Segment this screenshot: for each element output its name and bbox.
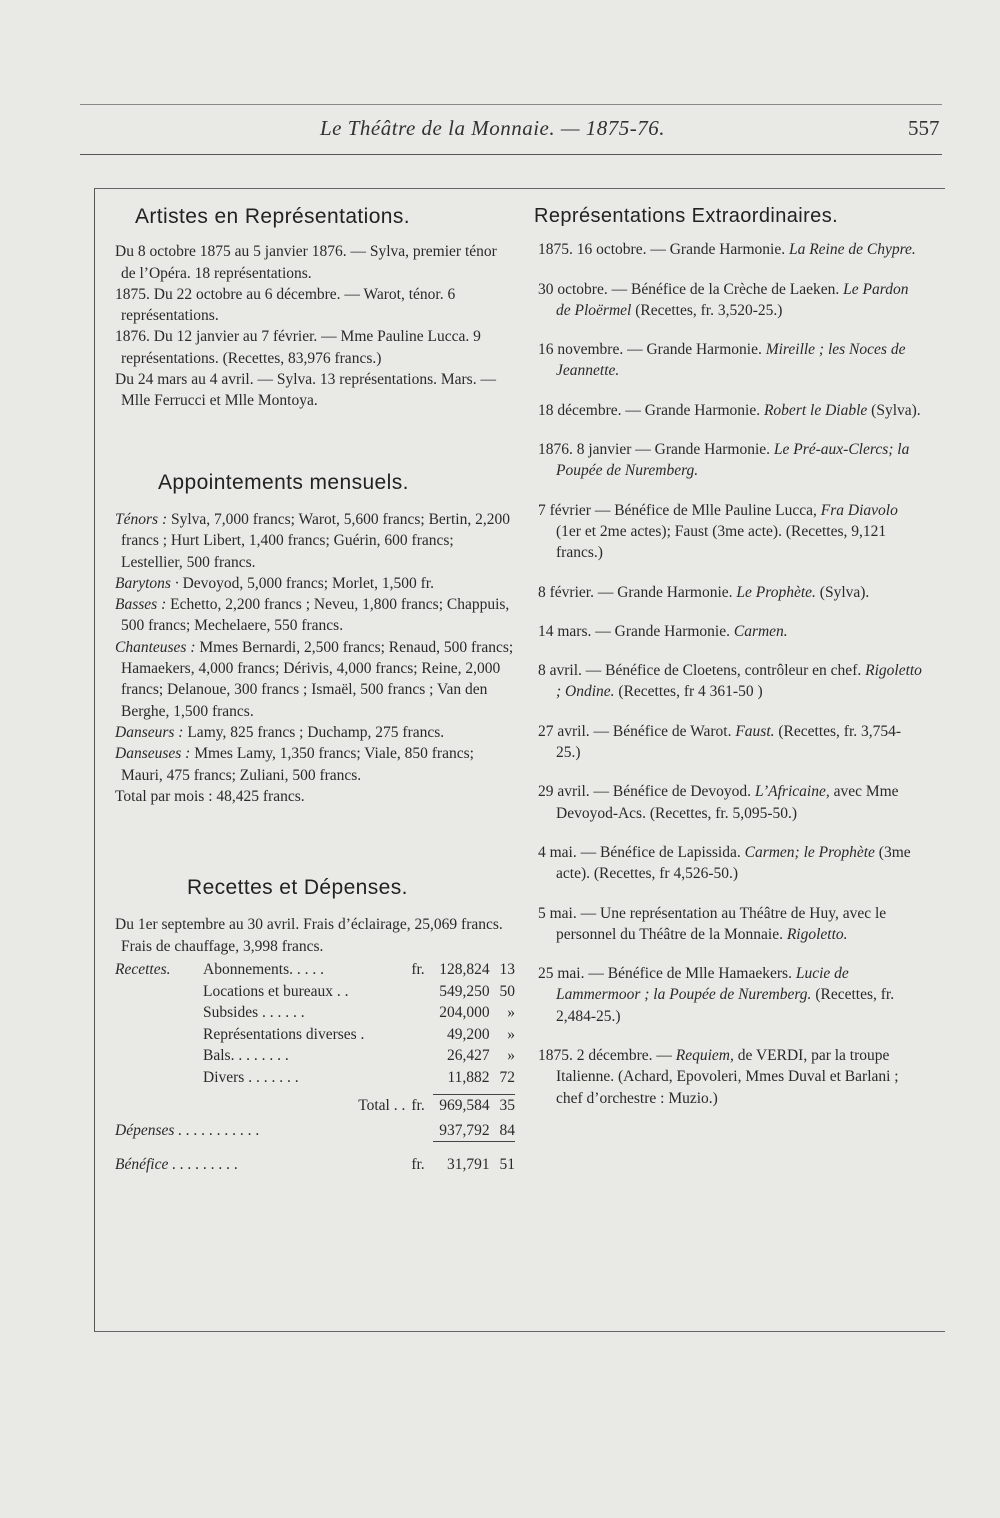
entry-tail: (Sylva). <box>867 401 921 419</box>
depenses-label: Dépenses . . . . . . . . . . . <box>115 1122 260 1140</box>
artistes-para: Du 8 octobre 1875 au 5 janvier 1876. — Sylva, premier ténor de l’Opéra. 18 représentations. <box>115 243 497 282</box>
entry-work: Carmen; le Prophète <box>744 843 875 861</box>
account-row <box>115 959 515 981</box>
entry-text: — Bénéfice de Cloetens, contrôleur en chef. <box>581 662 866 680</box>
total-label: Total . . <box>358 1097 406 1115</box>
account-label: Recettes. <box>115 961 171 979</box>
artistes-text <box>115 241 515 411</box>
appointements-title: Appointements mensuels. <box>158 470 409 494</box>
entry-text: — Bénéfice de Mlle Hamaekers. <box>584 965 796 983</box>
account-row <box>115 1045 515 1067</box>
list-item <box>538 842 922 885</box>
appointement-item <box>115 509 515 573</box>
benefice-label: Bénéfice . . . . . . . . . <box>115 1156 239 1174</box>
list-item <box>538 279 922 322</box>
benefice-amount: 31,791 <box>446 1156 490 1174</box>
list-item <box>538 660 922 703</box>
entry-work: Mireille ; les Noces de Jeannette. <box>556 341 906 380</box>
account-amount: 128,824 <box>439 961 490 979</box>
role-label: Danseurs : <box>115 723 184 741</box>
entry-text: — Bénéfice de Warot. <box>589 722 736 740</box>
entry-date: 27 avril. <box>538 722 590 740</box>
entry-text: — Grande Harmonie. <box>623 341 766 359</box>
entry-date: 7 février <box>538 501 591 519</box>
entry-date: 18 décembre. <box>538 401 622 419</box>
appointement-item <box>115 722 515 743</box>
role-label: Ténors : <box>115 510 168 528</box>
total-currency: fr. <box>411 1097 425 1115</box>
appointement-item <box>115 743 515 786</box>
entry-work: Carmen. <box>733 622 788 640</box>
entry-text: — Grande Harmonie. <box>593 583 737 601</box>
list-item <box>538 721 922 764</box>
entry-date: 30 octobre. <box>538 280 608 298</box>
entry-text: — Bénéfice de Lapissida. <box>576 843 745 861</box>
entry-date: 1876. 8 janvier <box>538 441 632 459</box>
entry-tail: (Recettes, fr. 3,754-25.) <box>556 722 902 762</box>
entries-list <box>538 239 922 1109</box>
entry-tail: de VERDI, par la troupe Italienne. (Achard, Epovoleri, Mmes Duval et Barlani ; chef d’orchestre : Muzio.) <box>556 1047 899 1107</box>
recettes-intro: Du 1er septembre au 30 avril. Frais d’éclairage, 25,069 francs. Frais de chauffage, 3,998 francs. <box>115 916 503 955</box>
entry-work: La Reine de Chypre. <box>788 241 916 259</box>
account-row <box>115 1024 515 1046</box>
appointement-item <box>115 594 515 637</box>
entry-date: 8 avril. <box>538 662 582 680</box>
account-cents: » <box>507 1025 515 1043</box>
depenses-amount: 937,792 <box>433 1120 490 1142</box>
account-amount: 49,200 <box>446 1025 490 1043</box>
entry-work: Fra Diavolo <box>820 501 898 519</box>
spacer <box>115 807 515 877</box>
entry-tail: (Sylva). <box>815 583 870 601</box>
account-name: Subsides . . . . . . <box>203 1004 305 1022</box>
entry-date: 8 février. <box>538 583 594 601</box>
account-amount: 11,882 <box>447 1068 490 1086</box>
entry-work: Rigoletto. <box>786 925 848 943</box>
benefice-currency: fr. <box>411 1156 425 1174</box>
account-cents: 72 <box>499 1068 515 1086</box>
artistes-para: Du 24 mars au 4 avril. — Sylva. 13 représentations. Mars. — Mlle Ferrucci et Mlle Montoya. <box>115 371 496 410</box>
total-row <box>115 1094 515 1120</box>
list-item <box>538 903 922 946</box>
entry-work: Le Prophète. <box>736 583 816 601</box>
entry-work: Lucie de Lammermoor ; la Poupée de Nuremberg. <box>556 965 849 1004</box>
account-row <box>115 1067 515 1089</box>
role-label: Basses : <box>115 596 167 614</box>
account-row <box>115 1002 515 1024</box>
appointement-item <box>115 573 515 594</box>
entry-tail: (Recettes, fr. 3,520-25.) <box>631 301 783 319</box>
account-cents: » <box>507 1004 515 1022</box>
entry-tail: (Recettes, fr 4 361-50 ) <box>614 683 763 701</box>
list-item <box>538 781 922 824</box>
appointement-total <box>115 786 515 807</box>
spacer <box>115 412 515 472</box>
account-name: Abonnements. . . . . <box>203 961 324 979</box>
list-item <box>538 439 922 482</box>
account-amount: 26,427 <box>446 1047 490 1065</box>
running-title: Le Théâtre de la Monnaie. — 1875-76. <box>320 116 666 140</box>
entry-text: — Bénéfice de Devoyod. <box>589 783 755 801</box>
entry-date: 25 mai. <box>538 965 585 983</box>
total-cents: 35 <box>490 1094 515 1116</box>
account-name: Locations et bureaux . . <box>203 982 349 1000</box>
entry-tail: (Recettes, fr. 2,484-25.) <box>556 986 895 1025</box>
left-column <box>115 206 515 1176</box>
header-bottom-rule <box>80 154 942 155</box>
entry-date: 4 mai. <box>538 843 577 861</box>
list-item <box>538 339 922 382</box>
entry-work: Le Pardon de Ploërmel <box>556 280 909 319</box>
artistes-title: Artistes en Représentations. <box>135 205 411 228</box>
role-text: Mmes Lamy, 1,350 francs; Viale, 850 francs; Mauri, 475 francs; Zuliani, 500 francs. <box>121 745 474 784</box>
entry-text: — Une représentation au Théâtre de Huy, avec le personnel du Théâtre de la Monnaie. <box>556 904 887 943</box>
entry-date: 14 mars. <box>538 622 592 640</box>
depenses-cents: 84 <box>490 1120 515 1142</box>
account-name: Divers . . . . . . . <box>203 1068 299 1086</box>
entry-date: 1875. 2 décembre. <box>538 1047 653 1065</box>
role-text: Sylva, 7,000 francs; Warot, 5,600 francs; Bertin, 2,200 francs ; Hurt Libert, 1,400 francs; Guérin, 600 francs; Lestellier, 500 francs. <box>121 510 510 571</box>
account-name: Représentations diverses . <box>203 1025 365 1043</box>
role-label: Barytons · <box>115 574 179 592</box>
account-row <box>115 981 515 1003</box>
recettes-title: Recettes et Dépenses. <box>187 876 408 900</box>
depenses-row <box>115 1120 515 1148</box>
benefice-row <box>115 1154 515 1176</box>
list-item <box>538 500 922 564</box>
page-number: 557 <box>908 116 940 140</box>
artistes-para: 1876. Du 12 janvier au 7 février. — Mme Pauline Lucca. 9 représentations. (Recettes, 83,976 francs.) <box>115 328 481 367</box>
list-item <box>538 239 922 260</box>
appointements-text <box>115 509 515 807</box>
list-item <box>538 400 922 421</box>
role-label: Chanteuses : <box>115 638 196 656</box>
entry-work: Robert le Diable <box>763 401 868 419</box>
account-cents: 13 <box>499 961 515 979</box>
account-cents: » <box>507 1047 515 1065</box>
entry-work: Faust. <box>735 722 775 740</box>
entry-text: — Grande Harmonie. <box>591 622 734 640</box>
entry-work: Rigoletto ; Ondine. <box>556 662 922 701</box>
role-text: Echetto, 2,200 francs ; Neveu, 1,800 francs; Chappuis, 500 francs; Mechelaere, 550 francs. <box>121 596 510 635</box>
account-cents: 50 <box>499 982 515 1000</box>
accounts-table <box>115 959 515 1176</box>
extraordinaires-title: Représentations Extraordinaires. <box>534 205 839 227</box>
list-item <box>538 963 922 1027</box>
list-item <box>538 1045 922 1109</box>
entry-work: Requiem, <box>675 1047 734 1065</box>
artistes-para: 1875. Du 22 octobre au 6 décembre. — Warot, ténor. 6 représentations. <box>115 285 456 325</box>
benefice-cents: 51 <box>499 1156 515 1174</box>
account-amount: 204,000 <box>439 1004 490 1022</box>
entry-tail: avec Mme Devoyod-Acs. (Recettes, fr. 5,095-50.) <box>556 783 899 822</box>
list-item <box>538 582 922 603</box>
role-text: Total par mois : 48,425 francs. <box>115 787 305 805</box>
role-label: Danseuses : <box>115 745 191 763</box>
total-amount: 969,584 <box>433 1094 490 1116</box>
entry-text: — Grande Harmonie. <box>646 241 789 259</box>
entry-text: — Bénéfice de la Crèche de Laeken. <box>607 280 844 298</box>
entry-text: — Grande Harmonie. <box>631 441 774 459</box>
entry-text: — <box>652 1047 676 1065</box>
entry-text: — Grande Harmonie. <box>621 401 764 419</box>
entry-tail: (1er et 2me actes); Faust (3me acte). (Recettes, 9,121 francs.) <box>556 522 887 562</box>
account-currency: fr. <box>411 961 425 979</box>
list-item <box>538 621 922 642</box>
entry-tail: (3me acte). (Recettes, fr 4,526-50.) <box>556 843 911 883</box>
account-name: Bals. . . . . . . . <box>203 1047 289 1065</box>
entry-work: L’Africaine, <box>754 783 830 801</box>
entry-date: 16 novembre. <box>538 341 624 359</box>
role-text: Lamy, 825 francs ; Duchamp, 275 francs. <box>183 723 445 741</box>
right-column <box>534 205 922 1127</box>
entry-date: 1875. 16 octobre. <box>538 241 647 259</box>
role-text: Mmes Bernardi, 2,500 francs; Renaud, 500 francs; Hamaekers, 4,000 francs; Dérivis, 4,000 francs; Reine, 2,000 francs; Delanoue, 300 francs ; Ismaël, 500 francs ; Van den Berghe, 1,500 francs. <box>121 638 514 720</box>
entry-text: — Bénéfice de Mlle Pauline Lucca, <box>590 501 821 519</box>
entry-date: 5 mai. <box>538 904 577 922</box>
header-top-rule <box>80 104 942 105</box>
entry-date: 29 avril. <box>538 783 590 801</box>
appointement-item <box>115 637 515 722</box>
role-text: Devoyod, 5,000 francs; Morlet, 1,500 fr. <box>178 574 434 592</box>
account-amount: 549,250 <box>439 982 490 1000</box>
entry-work: Le Pré-aux-Clercs; la Poupée de Nuremberg. <box>556 441 910 480</box>
